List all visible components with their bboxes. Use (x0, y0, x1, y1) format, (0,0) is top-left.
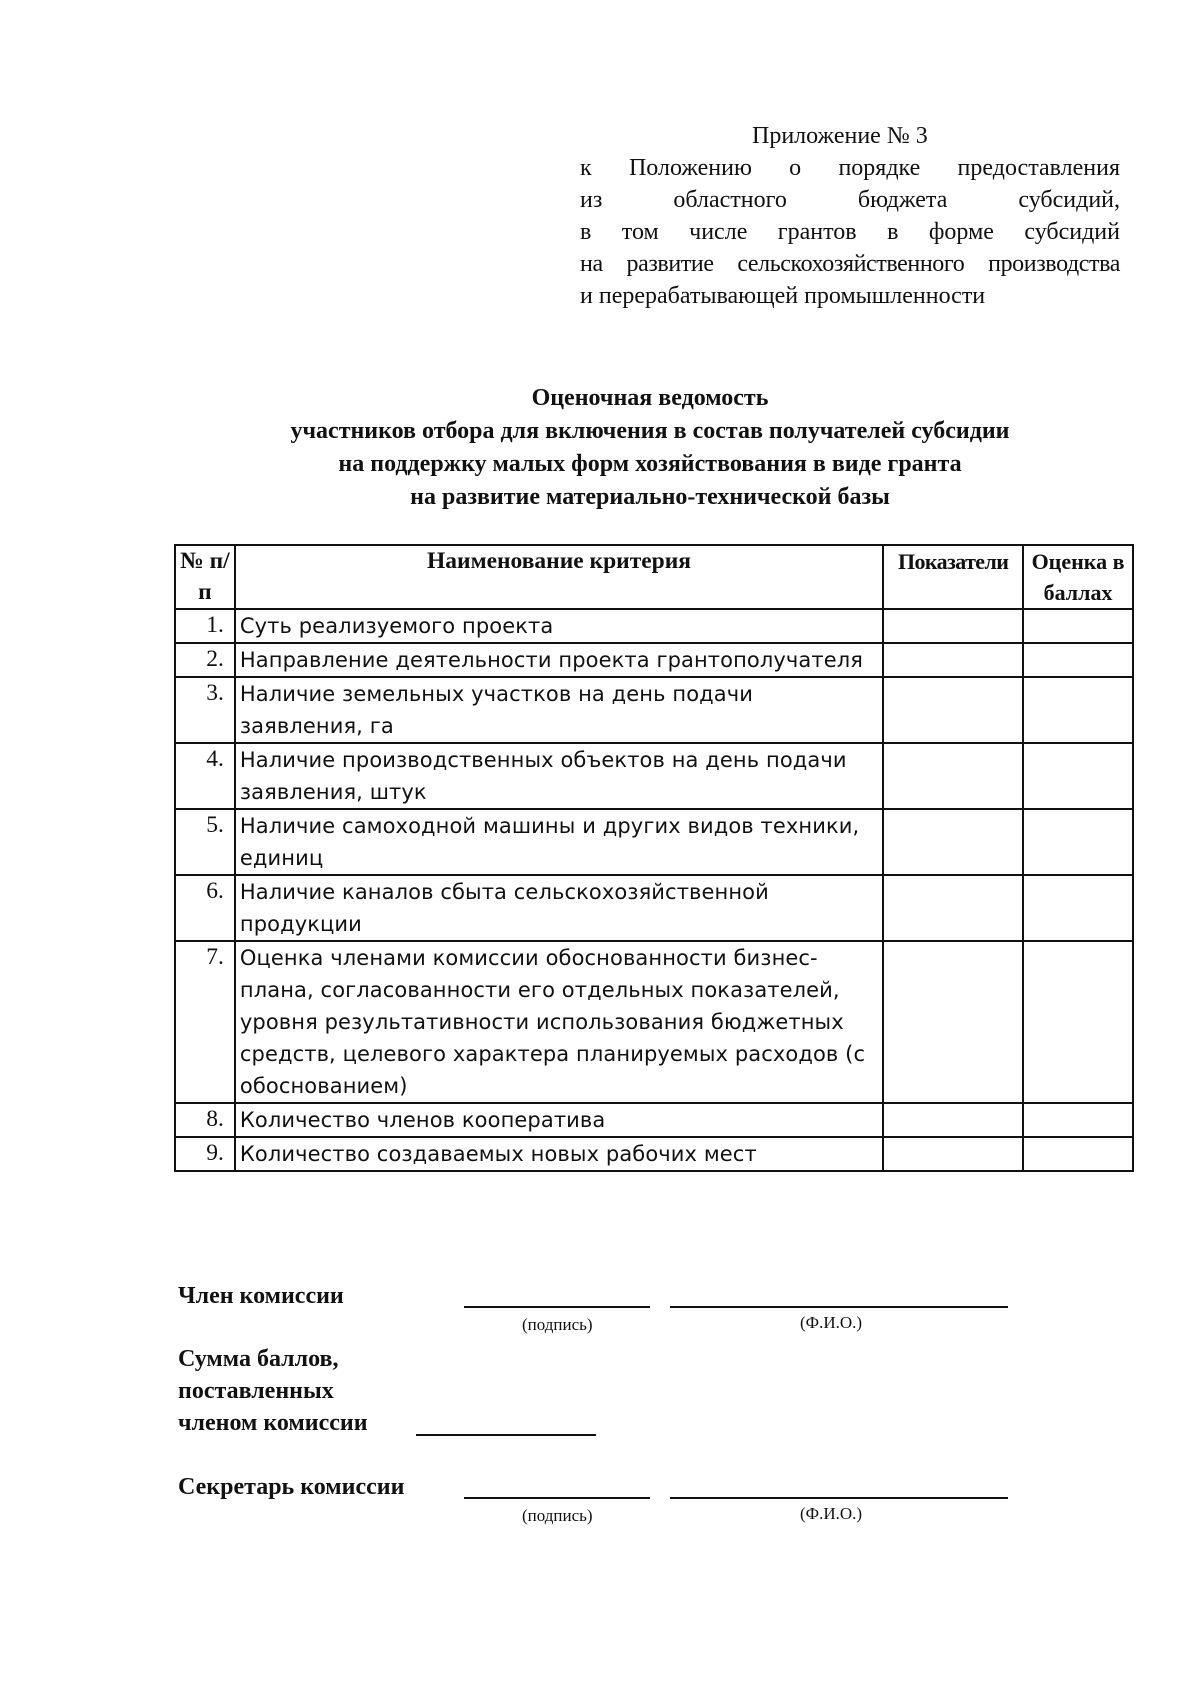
table-row (175, 643, 1133, 677)
row-score-cell (1023, 1137, 1133, 1171)
row-indicator-cell (883, 643, 1023, 677)
row-num: 5. (175, 809, 235, 875)
row-indicator-cell (883, 941, 1023, 1103)
secretary-label: Секретарь комиссии (178, 1474, 405, 1500)
table-row (175, 1137, 1133, 1171)
row-criterion: Наличие земельных участков на день подачи заявления, га (235, 677, 883, 743)
title-line: на поддержку малых форм хозяйствования в виде гранта (338, 451, 962, 477)
table-header-row (175, 545, 1133, 609)
row-score-cell (1023, 677, 1133, 743)
criteria-table (174, 544, 1134, 1172)
row-num: 2. (175, 643, 235, 677)
row-criterion: Количество создаваемых новых рабочих мест (235, 1137, 883, 1171)
member-fio-line[interactable] (670, 1306, 1008, 1308)
appendix-line: из областного бюджета субсидий, (580, 187, 1120, 213)
row-indicator-cell (883, 809, 1023, 875)
row-indicator-cell (883, 677, 1023, 743)
table-row (175, 1103, 1133, 1137)
appendix-number: Приложение № 3 (752, 123, 928, 149)
row-criterion: Наличие самоходной машины и других видов техники, единиц (235, 809, 883, 875)
row-num: 9. (175, 1137, 235, 1171)
row-indicator-cell (883, 743, 1023, 809)
member-fio-caption: (Ф.И.О.) (800, 1313, 863, 1332)
appendix-line: и перерабатывающей промышленности (580, 283, 986, 309)
header-name: Наименование критерия (235, 545, 883, 609)
appendix-line: на развитие сельскохозяйственного производства (580, 251, 1120, 277)
row-score-cell (1023, 609, 1133, 643)
row-score-cell (1023, 643, 1133, 677)
sum-value-line[interactable] (416, 1434, 596, 1436)
row-indicator-cell (883, 609, 1023, 643)
row-criterion: Суть реализуемого проекта (235, 609, 883, 643)
row-score-cell (1023, 875, 1133, 941)
table-row (175, 809, 1133, 875)
member-label: Член комиссии (178, 1283, 344, 1309)
header-score: Оценка в баллах (1023, 545, 1133, 609)
row-indicator-cell (883, 1137, 1023, 1171)
row-num: 6. (175, 875, 235, 941)
row-criterion: Количество членов кооператива (235, 1103, 883, 1137)
secretary-signature-line[interactable] (464, 1497, 650, 1499)
member-signature-caption: (подпись) (522, 1315, 593, 1334)
title-line: Оценочная ведомость (531, 385, 769, 411)
document-title (170, 382, 1130, 514)
sum-label-line2: поставленных (178, 1378, 334, 1404)
appendix-line: к Положению о порядке предоставления (580, 155, 1120, 181)
table-row (175, 743, 1133, 809)
secretary-signature-caption: (подпись) (522, 1506, 593, 1525)
row-num: 7. (175, 941, 235, 1103)
row-num: 8. (175, 1103, 235, 1137)
row-score-cell (1023, 941, 1133, 1103)
row-indicator-cell (883, 875, 1023, 941)
sum-label-line3: членом комиссии (178, 1410, 368, 1436)
title-line: на развитие материально-технической базы (410, 484, 890, 510)
secretary-fio-line[interactable] (670, 1497, 1008, 1499)
row-score-cell (1023, 743, 1133, 809)
table-row (175, 677, 1133, 743)
secretary-fio-caption: (Ф.И.О.) (800, 1504, 863, 1523)
row-score-cell (1023, 809, 1133, 875)
row-num: 1. (175, 609, 235, 643)
table-row (175, 875, 1133, 941)
row-criterion: Наличие производственных объектов на день подачи заявления, штук (235, 743, 883, 809)
title-line: участников отбора для включения в состав получателей субсидии (290, 418, 1010, 444)
row-criterion: Направление деятельности проекта грантополучателя (235, 643, 883, 677)
header-indicators: Показатели (883, 545, 1023, 609)
member-signature-line[interactable] (464, 1306, 650, 1308)
appendix-line: в том числе грантов в форме субсидий (580, 219, 1120, 245)
row-indicator-cell (883, 1103, 1023, 1137)
row-criterion: Оценка членами комиссии обоснованности бизнес-плана, согласованности его отдельных показателей, уровня результативности использования бюджетных средств, целевого характера планируемых расходов (с обоснованием) (235, 941, 883, 1103)
appendix-header (580, 120, 1120, 312)
table-row (175, 941, 1133, 1103)
row-score-cell (1023, 1103, 1133, 1137)
header-num: № п/п (175, 545, 235, 609)
table-row (175, 609, 1133, 643)
row-num: 4. (175, 743, 235, 809)
row-criterion: Наличие каналов сбыта сельскохозяйственной продукции (235, 875, 883, 941)
row-num: 3. (175, 677, 235, 743)
sum-label-line1: Сумма баллов, (178, 1346, 339, 1372)
